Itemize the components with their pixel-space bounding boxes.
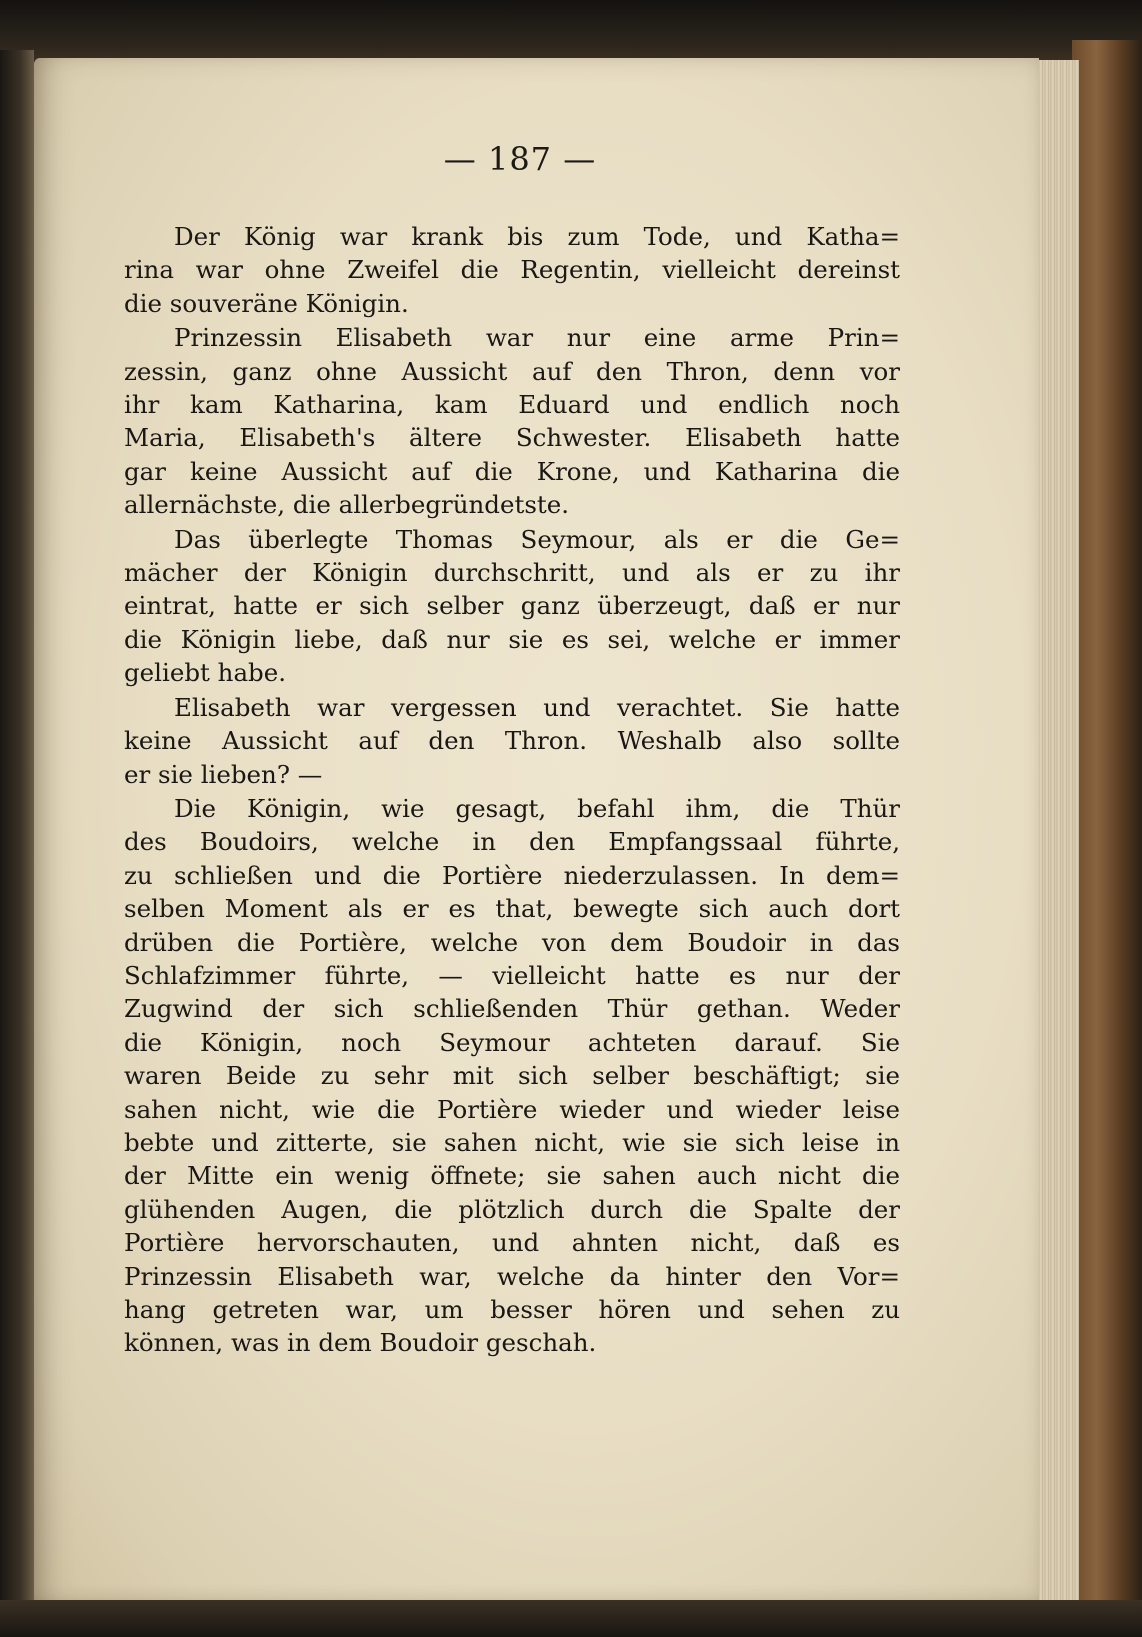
paragraph (124, 691, 900, 791)
page-number: — 187 — (443, 140, 597, 178)
book-cover-top (0, 0, 1142, 60)
text-line: allernächste, die allerbegründetste. (124, 490, 570, 520)
book-cover-right (1072, 40, 1142, 1637)
text-line: rina war ohne Zweifel die Regentin, vielleicht dereinst (124, 255, 900, 285)
text-line: mächer der Königin durchschritt, und als er zu ihr (124, 558, 900, 588)
text-line: gar keine Aussicht auf die Krone, und Katharina die (124, 456, 900, 486)
text-line: er sie lieben? — (124, 759, 323, 789)
paragraph (124, 220, 900, 320)
text-line: des Boudoirs, welche in den Empfangssaal führte, (124, 827, 900, 857)
text-line: hang getreten war, um besser hören und sehen zu (124, 1295, 900, 1324)
text-line: Der König war krank bis zum Tode, und Katha= (174, 222, 900, 251)
book-spine-left (0, 50, 34, 1637)
text-line: drüben die Portière, welche von dem Boudoir in das (124, 927, 900, 957)
paragraph (124, 321, 900, 521)
text-line: glühenden Augen, die plötzlich durch die Spalte der (124, 1194, 900, 1224)
body-text (124, 220, 900, 1361)
text-line: Prinzessin Elisabeth war, welche da hinter den Vor= (124, 1261, 900, 1291)
text-line: sahen nicht, wie die Portière wieder und wieder leise (124, 1094, 900, 1124)
text-line: zessin, ganz ohne Aussicht auf den Thron, denn vor (124, 356, 900, 386)
text-line: eintrat, hatte er sich selber ganz überzeugt, daß er nur (124, 591, 900, 621)
text-line: bebte und zitterte, sie sahen nicht, wie sie sich leise in (124, 1127, 900, 1157)
text-line: Prinzessin Elisabeth war nur eine arme Prin= (174, 323, 900, 353)
paragraph (124, 523, 900, 690)
text-line: Zugwind der sich schließenden Thür gethan. Weder (124, 994, 900, 1024)
text-line: die Königin liebe, daß nur sie es sei, welche er immer (124, 624, 900, 654)
text-line: keine Aussicht auf den Thron. Weshalb also sollte (124, 726, 900, 756)
text-line: Maria, Elisabeth's ältere Schwester. Elisabeth hatte (124, 423, 900, 453)
text-line: waren Beide zu sehr mit sich selber beschäftigt; sie (124, 1061, 900, 1091)
text-line: geliebt habe. (124, 658, 287, 688)
text-line: die souveräne Königin. (124, 288, 409, 318)
text-line: zu schließen und die Portière niederzulassen. In dem= (124, 860, 900, 890)
text-line: selben Moment als er es that, bewegte sich auch dort (124, 894, 900, 924)
text-line: Die Königin, wie gesagt, befahl ihm, die Thür (174, 793, 900, 823)
text-line: können, was in dem Boudoir geschah. (124, 1328, 597, 1358)
text-line: ihr kam Katharina, kam Eduard und endlich noch (124, 390, 900, 420)
text-line: Das überlegte Thomas Seymour, als er die Ge= (174, 524, 900, 554)
text-line: Schlafzimmer führte, — vielleicht hatte es nur der (124, 960, 900, 990)
text-line: die Königin, noch Seymour achteten darauf. Sie (124, 1027, 900, 1057)
paragraph (124, 792, 900, 1360)
book-cover-bottom (0, 1600, 1142, 1637)
text-line: Elisabeth war vergessen und verachtet. Sie hatte (174, 692, 900, 722)
text-line: Portière hervorschauten, und ahnten nicht, daß es (124, 1228, 900, 1258)
text-line: der Mitte ein wenig öffnete; sie sahen auch nicht die (124, 1161, 900, 1191)
